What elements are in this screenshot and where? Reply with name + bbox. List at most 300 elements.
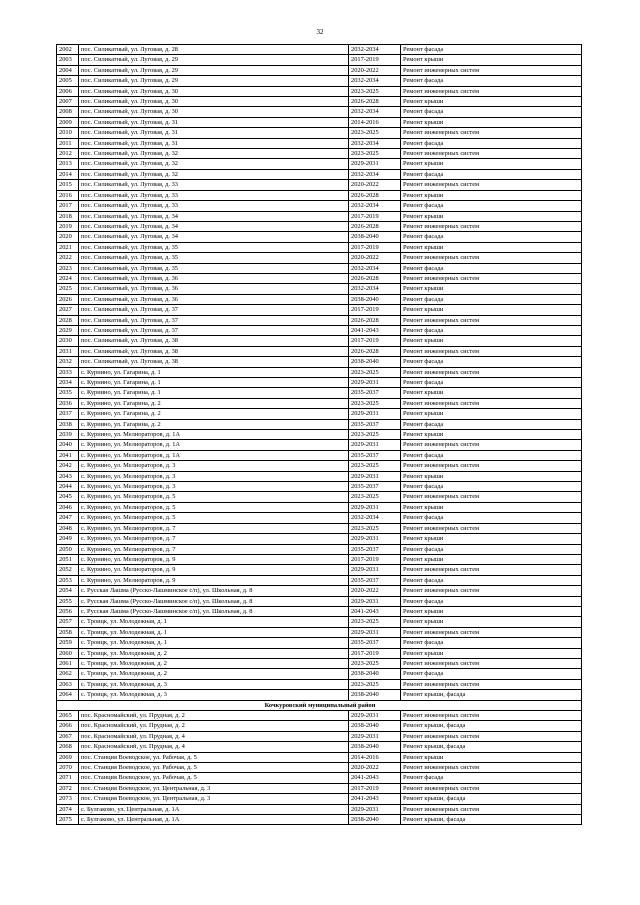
period-cell: 2020-2022 <box>349 763 401 773</box>
table-row <box>57 232 582 242</box>
period-cell: 2038-2040 <box>349 669 401 679</box>
period-cell: 2032-2034 <box>349 513 401 523</box>
work-type-cell: Ремонт фасада <box>401 450 582 460</box>
period-cell: 2026-2028 <box>349 315 401 325</box>
period-cell: 2041-2043 <box>349 325 401 335</box>
row-number: 2074 <box>57 804 79 814</box>
row-number: 2022 <box>57 253 79 263</box>
work-type-cell: Ремонт крыши <box>401 55 582 65</box>
period-cell: 2032-2034 <box>349 107 401 117</box>
period-cell: 2023-2025 <box>349 617 401 627</box>
period-cell: 2038-2040 <box>349 742 401 752</box>
table-row <box>57 648 582 658</box>
address-cell: с. Курнино, ул. Мелиораторов, д. 3 <box>79 461 349 471</box>
repair-schedule-table <box>56 44 582 825</box>
table-row <box>57 586 582 596</box>
row-number: 2019 <box>57 221 79 231</box>
row-number: 2042 <box>57 461 79 471</box>
period-cell: 2029-2031 <box>349 565 401 575</box>
address-cell: с. Курнино, ул. Гагарина, д. 2 <box>79 409 349 419</box>
period-cell: 2026-2028 <box>349 97 401 107</box>
table-row <box>57 190 582 200</box>
period-cell: 2029-2031 <box>349 471 401 481</box>
period-cell: 2023-2025 <box>349 492 401 502</box>
work-type-cell: Ремонт крыши, фасада <box>401 690 582 700</box>
row-number: 2037 <box>57 409 79 419</box>
work-type-cell: Ремонт фасада <box>401 201 582 211</box>
work-type-cell: Ремонт инженерных систем <box>401 273 582 283</box>
address-cell: пос. Силикатный, ул. Луговая, д. 31 <box>79 128 349 138</box>
address-cell: пос. Силикатный, ул. Луговая, д. 34 <box>79 221 349 231</box>
row-number: 2070 <box>57 763 79 773</box>
table-row <box>57 325 582 335</box>
work-type-cell: Ремонт инженерных систем <box>401 461 582 471</box>
table-row <box>57 430 582 440</box>
period-cell: 2017-2019 <box>349 336 401 346</box>
address-cell: с. Курнино, ул. Мелиораторов, д. 9 <box>79 575 349 585</box>
table-row <box>57 679 582 689</box>
period-cell: 2023-2025 <box>349 128 401 138</box>
work-type-cell: Ремонт крыши <box>401 409 582 419</box>
work-type-cell: Ремонт крыши <box>401 159 582 169</box>
table-row <box>57 513 582 523</box>
period-cell: 2029-2031 <box>349 731 401 741</box>
period-cell: 2017-2019 <box>349 242 401 252</box>
address-cell: с. Курнино, ул. Гагарина, д. 2 <box>79 398 349 408</box>
table-row <box>57 117 582 127</box>
row-number: 2002 <box>57 45 79 55</box>
row-number: 2036 <box>57 398 79 408</box>
table-row <box>57 440 582 450</box>
address-cell: пос. Красномайский, ул. Прудная, д. 4 <box>79 731 349 741</box>
row-number: 2035 <box>57 388 79 398</box>
address-cell: с. Курнино, ул. Мелиораторов, д. 9 <box>79 554 349 564</box>
table-row <box>57 565 582 575</box>
address-cell: пос. Силикатный, ул. Луговая, д. 35 <box>79 253 349 263</box>
table-row <box>57 606 582 616</box>
table-row <box>57 180 582 190</box>
work-type-cell: Ремонт фасада <box>401 232 582 242</box>
period-cell: 2023-2025 <box>349 461 401 471</box>
address-cell: с. Курнино, ул. Мелиораторов, д. 9 <box>79 565 349 575</box>
work-type-cell: Ремонт фасада <box>401 107 582 117</box>
address-cell: пос. Силикатный, ул. Луговая, д. 30 <box>79 86 349 96</box>
table-row <box>57 804 582 814</box>
table-row <box>57 346 582 356</box>
work-type-cell: Ремонт крыши <box>401 190 582 200</box>
work-type-cell: Ремонт крыши <box>401 471 582 481</box>
row-number: 2048 <box>57 523 79 533</box>
row-number: 2018 <box>57 211 79 221</box>
table-row <box>57 409 582 419</box>
address-cell: с. Троицк, ул. Молодежная, д. 3 <box>79 679 349 689</box>
table-row <box>57 149 582 159</box>
period-cell: 2038-2040 <box>349 721 401 731</box>
section-header-row <box>57 700 582 710</box>
table-row <box>57 65 582 75</box>
period-cell: 2032-2034 <box>349 45 401 55</box>
work-type-cell: Ремонт фасада <box>401 169 582 179</box>
row-number: 2046 <box>57 502 79 512</box>
address-cell: пос. Силикатный, ул. Луговая, д. 37 <box>79 305 349 315</box>
work-type-cell: Ремонт крыши, фасада <box>401 742 582 752</box>
period-cell: 2032-2034 <box>349 138 401 148</box>
row-number: 2052 <box>57 565 79 575</box>
address-cell: пос. Силикатный, ул. Луговая, д. 38 <box>79 357 349 367</box>
table-row <box>57 752 582 762</box>
address-cell: пос. Красномайский, ул. Прудная, д. 2 <box>79 711 349 721</box>
table-row <box>57 794 582 804</box>
row-number: 2071 <box>57 773 79 783</box>
work-type-cell: Ремонт фасада <box>401 482 582 492</box>
period-cell: 2020-2022 <box>349 253 401 263</box>
address-cell: пос. Станция Воеводское, ул. Рабочая, д. 5 <box>79 763 349 773</box>
table-row <box>57 596 582 606</box>
table-row <box>57 783 582 793</box>
period-cell: 2029-2031 <box>349 409 401 419</box>
table-row <box>57 305 582 315</box>
row-number: 2004 <box>57 65 79 75</box>
work-type-cell: Ремонт крыши <box>401 430 582 440</box>
row-number: 2009 <box>57 117 79 127</box>
work-type-cell: Ремонт фасада <box>401 138 582 148</box>
period-cell: 2035-2037 <box>349 638 401 648</box>
table-row <box>57 284 582 294</box>
table-row <box>57 378 582 388</box>
work-type-cell: Ремонт крыши <box>401 648 582 658</box>
period-cell: 2041-2043 <box>349 773 401 783</box>
address-cell: с. Троицк, ул. Молодежная, д. 3 <box>79 690 349 700</box>
work-type-cell: Ремонт инженерных систем <box>401 315 582 325</box>
table-row <box>57 711 582 721</box>
address-cell: с. Курнино, ул. Мелиораторов, д. 1А <box>79 450 349 460</box>
period-cell: 2035-2037 <box>349 575 401 585</box>
table-row <box>57 221 582 231</box>
period-cell: 2026-2028 <box>349 273 401 283</box>
work-type-cell: Ремонт фасада <box>401 544 582 554</box>
work-type-cell: Ремонт фасада <box>401 325 582 335</box>
period-cell: 2023-2025 <box>349 149 401 159</box>
period-cell: 2035-2037 <box>349 419 401 429</box>
address-cell: с. Курнино, ул. Мелиораторов, д. 5 <box>79 513 349 523</box>
row-number: 2023 <box>57 263 79 273</box>
row-number: 2029 <box>57 325 79 335</box>
period-cell: 2029-2031 <box>349 804 401 814</box>
table-row <box>57 45 582 55</box>
period-cell: 2023-2025 <box>349 523 401 533</box>
work-type-cell: Ремонт инженерных систем <box>401 398 582 408</box>
work-type-cell: Ремонт крыши <box>401 242 582 252</box>
address-cell: с. Курнино, ул. Гагарина, д. 1 <box>79 378 349 388</box>
address-cell: с. Курнино, ул. Мелиораторов, д. 7 <box>79 523 349 533</box>
work-type-cell: Ремонт инженерных систем <box>401 679 582 689</box>
row-number: 2040 <box>57 440 79 450</box>
period-cell: 2032-2034 <box>349 263 401 273</box>
table-row <box>57 357 582 367</box>
period-cell: 2035-2037 <box>349 450 401 460</box>
work-type-cell: Ремонт фасада <box>401 76 582 86</box>
table-row <box>57 721 582 731</box>
address-cell: пос. Силикатный, ул. Луговая, д. 32 <box>79 159 349 169</box>
period-cell: 2014-2016 <box>349 752 401 762</box>
table-row <box>57 461 582 471</box>
period-cell: 2023-2025 <box>349 679 401 689</box>
work-type-cell: Ремонт инженерных систем <box>401 711 582 721</box>
row-number: 2072 <box>57 783 79 793</box>
row-number: 2033 <box>57 367 79 377</box>
work-type-cell: Ремонт инженерных систем <box>401 346 582 356</box>
address-cell: с. Русская Лашма (Русско-Лашминское с/п), ул. Школьная, д. 8 <box>79 606 349 616</box>
period-cell: 2038-2040 <box>349 815 401 825</box>
address-cell: пос. Станция Воеводское, ул. Центральная, д. 3 <box>79 794 349 804</box>
work-type-cell: Ремонт фасада <box>401 575 582 585</box>
work-type-cell: Ремонт инженерных систем <box>401 492 582 502</box>
address-cell: с. Русская Лашма (Русско-Лашминское с/п), ул. Школьная, д. 8 <box>79 596 349 606</box>
row-number: 2011 <box>57 138 79 148</box>
table-row <box>57 471 582 481</box>
row-number: 2026 <box>57 294 79 304</box>
address-cell: пос. Силикатный, ул. Луговая, д. 30 <box>79 97 349 107</box>
row-number: 2039 <box>57 430 79 440</box>
period-cell: 2017-2019 <box>349 305 401 315</box>
period-cell: 2026-2028 <box>349 190 401 200</box>
work-type-cell: Ремонт крыши, фасада <box>401 815 582 825</box>
table-row <box>57 419 582 429</box>
table-row <box>57 482 582 492</box>
row-number: 2056 <box>57 606 79 616</box>
period-cell: 2023-2025 <box>349 430 401 440</box>
table-row <box>57 294 582 304</box>
table-row <box>57 97 582 107</box>
work-type-cell: Ремонт фасада <box>401 263 582 273</box>
work-type-cell: Ремонт крыши <box>401 752 582 762</box>
table-row <box>57 658 582 668</box>
row-number: 2010 <box>57 128 79 138</box>
work-type-cell: Ремонт фасада <box>401 638 582 648</box>
work-type-cell: Ремонт инженерных систем <box>401 65 582 75</box>
table-row <box>57 201 582 211</box>
row-number: 2007 <box>57 97 79 107</box>
row-number: 2058 <box>57 627 79 637</box>
address-cell: с. Курнино, ул. Мелиораторов, д. 1А <box>79 430 349 440</box>
table-row <box>57 253 582 263</box>
address-cell: с. Курнино, ул. Мелиораторов, д. 5 <box>79 492 349 502</box>
work-type-cell: Ремонт фасада <box>401 357 582 367</box>
period-cell: 2029-2031 <box>349 159 401 169</box>
row-number: 2027 <box>57 305 79 315</box>
work-type-cell: Ремонт фасада <box>401 669 582 679</box>
table-row <box>57 107 582 117</box>
period-cell: 2029-2031 <box>349 534 401 544</box>
period-cell: 2023-2025 <box>349 367 401 377</box>
table-row <box>57 627 582 637</box>
work-type-cell: Ремонт крыши <box>401 617 582 627</box>
table-row <box>57 492 582 502</box>
table-row <box>57 263 582 273</box>
work-type-cell: Ремонт инженерных систем <box>401 128 582 138</box>
work-type-cell: Ремонт крыши <box>401 284 582 294</box>
table-row <box>57 315 582 325</box>
row-number: 2061 <box>57 658 79 668</box>
period-cell: 2029-2031 <box>349 596 401 606</box>
address-cell: пос. Силикатный, ул. Луговая, д. 37 <box>79 315 349 325</box>
table-body <box>57 45 582 825</box>
row-number: 2020 <box>57 232 79 242</box>
address-cell: пос. Силикатный, ул. Луговая, д. 36 <box>79 284 349 294</box>
row-number: 2059 <box>57 638 79 648</box>
table-row <box>57 76 582 86</box>
work-type-cell: Ремонт инженерных систем <box>401 86 582 96</box>
row-number: 2045 <box>57 492 79 502</box>
address-cell: пос. Станция Воеводское, ул. Рабочая, д. 5 <box>79 752 349 762</box>
address-cell: с. Булгаково, ул. Центральная, д. 1А <box>79 804 349 814</box>
work-type-cell: Ремонт инженерных систем <box>401 565 582 575</box>
period-cell: 2038-2040 <box>349 232 401 242</box>
period-cell: 2017-2019 <box>349 211 401 221</box>
table-row <box>57 159 582 169</box>
address-cell: пос. Силикатный, ул. Луговая, д. 35 <box>79 263 349 273</box>
row-number: 2017 <box>57 201 79 211</box>
address-cell: с. Булгаково, ул. Центральная, д. 1А <box>79 815 349 825</box>
address-cell: пос. Силикатный, ул. Луговая, д. 32 <box>79 149 349 159</box>
period-cell: 2029-2031 <box>349 711 401 721</box>
table-row <box>57 502 582 512</box>
row-number: 2064 <box>57 690 79 700</box>
row-number: 2049 <box>57 534 79 544</box>
table-row <box>57 742 582 752</box>
address-cell: пос. Силикатный, ул. Луговая, д. 36 <box>79 294 349 304</box>
period-cell: 2026-2028 <box>349 346 401 356</box>
address-cell: с. Курнино, ул. Мелиораторов, д. 1А <box>79 440 349 450</box>
table-row <box>57 128 582 138</box>
work-type-cell: Ремонт крыши, фасада <box>401 794 582 804</box>
table-row <box>57 367 582 377</box>
table-row <box>57 534 582 544</box>
row-number: 2060 <box>57 648 79 658</box>
table-row <box>57 273 582 283</box>
work-type-cell: Ремонт инженерных систем <box>401 367 582 377</box>
address-cell: пос. Силикатный, ул. Луговая, д. 31 <box>79 117 349 127</box>
period-cell: 2035-2037 <box>349 482 401 492</box>
period-cell: 2017-2019 <box>349 648 401 658</box>
address-cell: с. Курнино, ул. Мелиораторов, д. 7 <box>79 534 349 544</box>
period-cell: 2020-2022 <box>349 586 401 596</box>
table-row <box>57 815 582 825</box>
row-number: 2053 <box>57 575 79 585</box>
row-number: 2057 <box>57 617 79 627</box>
row-number: 2069 <box>57 752 79 762</box>
table-row <box>57 554 582 564</box>
work-type-cell: Ремонт крыши <box>401 388 582 398</box>
work-type-cell: Ремонт крыши <box>401 211 582 221</box>
work-type-cell: Ремонт фасада <box>401 773 582 783</box>
work-type-cell: Ремонт инженерных систем <box>401 658 582 668</box>
period-cell: 2020-2022 <box>349 65 401 75</box>
period-cell: 2038-2040 <box>349 690 401 700</box>
work-type-cell: Ремонт инженерных систем <box>401 523 582 533</box>
period-cell: 2017-2019 <box>349 783 401 793</box>
address-cell: пос. Силикатный, ул. Луговая, д. 34 <box>79 211 349 221</box>
row-number: 2014 <box>57 169 79 179</box>
address-cell: пос. Станция Воеводское, ул. Рабочая, д. 5 <box>79 773 349 783</box>
address-cell: пос. Силикатный, ул. Луговая, д. 30 <box>79 107 349 117</box>
row-number: 2073 <box>57 794 79 804</box>
table-row <box>57 575 582 585</box>
table-row <box>57 773 582 783</box>
row-number: 2012 <box>57 149 79 159</box>
row-number: 2062 <box>57 669 79 679</box>
period-cell: 2023-2025 <box>349 658 401 668</box>
period-cell: 2026-2028 <box>349 221 401 231</box>
row-number: 2006 <box>57 86 79 96</box>
work-type-cell: Ремонт фасада <box>401 378 582 388</box>
address-cell: с. Троицк, ул. Молодежная, д. 1 <box>79 638 349 648</box>
work-type-cell: Ремонт инженерных систем <box>401 149 582 159</box>
table-row <box>57 388 582 398</box>
period-cell: 2029-2031 <box>349 502 401 512</box>
period-cell: 2014-2016 <box>349 117 401 127</box>
row-number: 2032 <box>57 357 79 367</box>
row-number: 2021 <box>57 242 79 252</box>
address-cell: с. Троицк, ул. Молодежная, д. 1 <box>79 627 349 637</box>
row-number: 2003 <box>57 55 79 65</box>
table-row <box>57 638 582 648</box>
work-type-cell: Ремонт крыши <box>401 117 582 127</box>
period-cell: 2038-2040 <box>349 294 401 304</box>
address-cell: пос. Силикатный, ул. Луговая, д. 36 <box>79 273 349 283</box>
row-number: 2013 <box>57 159 79 169</box>
period-cell: 2041-2043 <box>349 606 401 616</box>
table-row <box>57 242 582 252</box>
period-cell: 2029-2031 <box>349 627 401 637</box>
table-row <box>57 523 582 533</box>
page-number: 32 <box>316 28 324 36</box>
work-type-cell: Ремонт инженерных систем <box>401 440 582 450</box>
work-type-cell: Ремонт крыши <box>401 305 582 315</box>
period-cell: 2038-2040 <box>349 357 401 367</box>
table-row <box>57 86 582 96</box>
address-cell: пос. Красномайский, ул. Прудная, д. 4 <box>79 742 349 752</box>
row-number: 2031 <box>57 346 79 356</box>
address-cell: пос. Силикатный, ул. Луговая, д. 38 <box>79 336 349 346</box>
section-title: Кочкуровский муниципальный район <box>57 700 582 710</box>
work-type-cell: Ремонт инженерных систем <box>401 763 582 773</box>
period-cell: 2032-2034 <box>349 284 401 294</box>
work-type-cell: Ремонт инженерных систем <box>401 804 582 814</box>
table-row <box>57 450 582 460</box>
work-type-cell: Ремонт крыши <box>401 606 582 616</box>
table-row <box>57 55 582 65</box>
row-number: 2054 <box>57 586 79 596</box>
row-number: 2024 <box>57 273 79 283</box>
row-number: 2015 <box>57 180 79 190</box>
work-type-cell: Ремонт инженерных систем <box>401 783 582 793</box>
period-cell: 2017-2019 <box>349 554 401 564</box>
table-row <box>57 138 582 148</box>
work-type-cell: Ремонт крыши <box>401 97 582 107</box>
row-number: 2066 <box>57 721 79 731</box>
row-number: 2041 <box>57 450 79 460</box>
address-cell: с. Курнино, ул. Мелиораторов, д. 3 <box>79 482 349 492</box>
work-type-cell: Ремонт крыши <box>401 336 582 346</box>
address-cell: пос. Силикатный, ул. Луговая, д. 38 <box>79 346 349 356</box>
work-type-cell: Ремонт крыши <box>401 502 582 512</box>
work-type-cell: Ремонт фасада <box>401 513 582 523</box>
address-cell: пос. Силикатный, ул. Луговая, д. 33 <box>79 201 349 211</box>
table-row <box>57 398 582 408</box>
address-cell: пос. Силикатный, ул. Луговая, д. 37 <box>79 325 349 335</box>
work-type-cell: Ремонт инженерных систем <box>401 586 582 596</box>
